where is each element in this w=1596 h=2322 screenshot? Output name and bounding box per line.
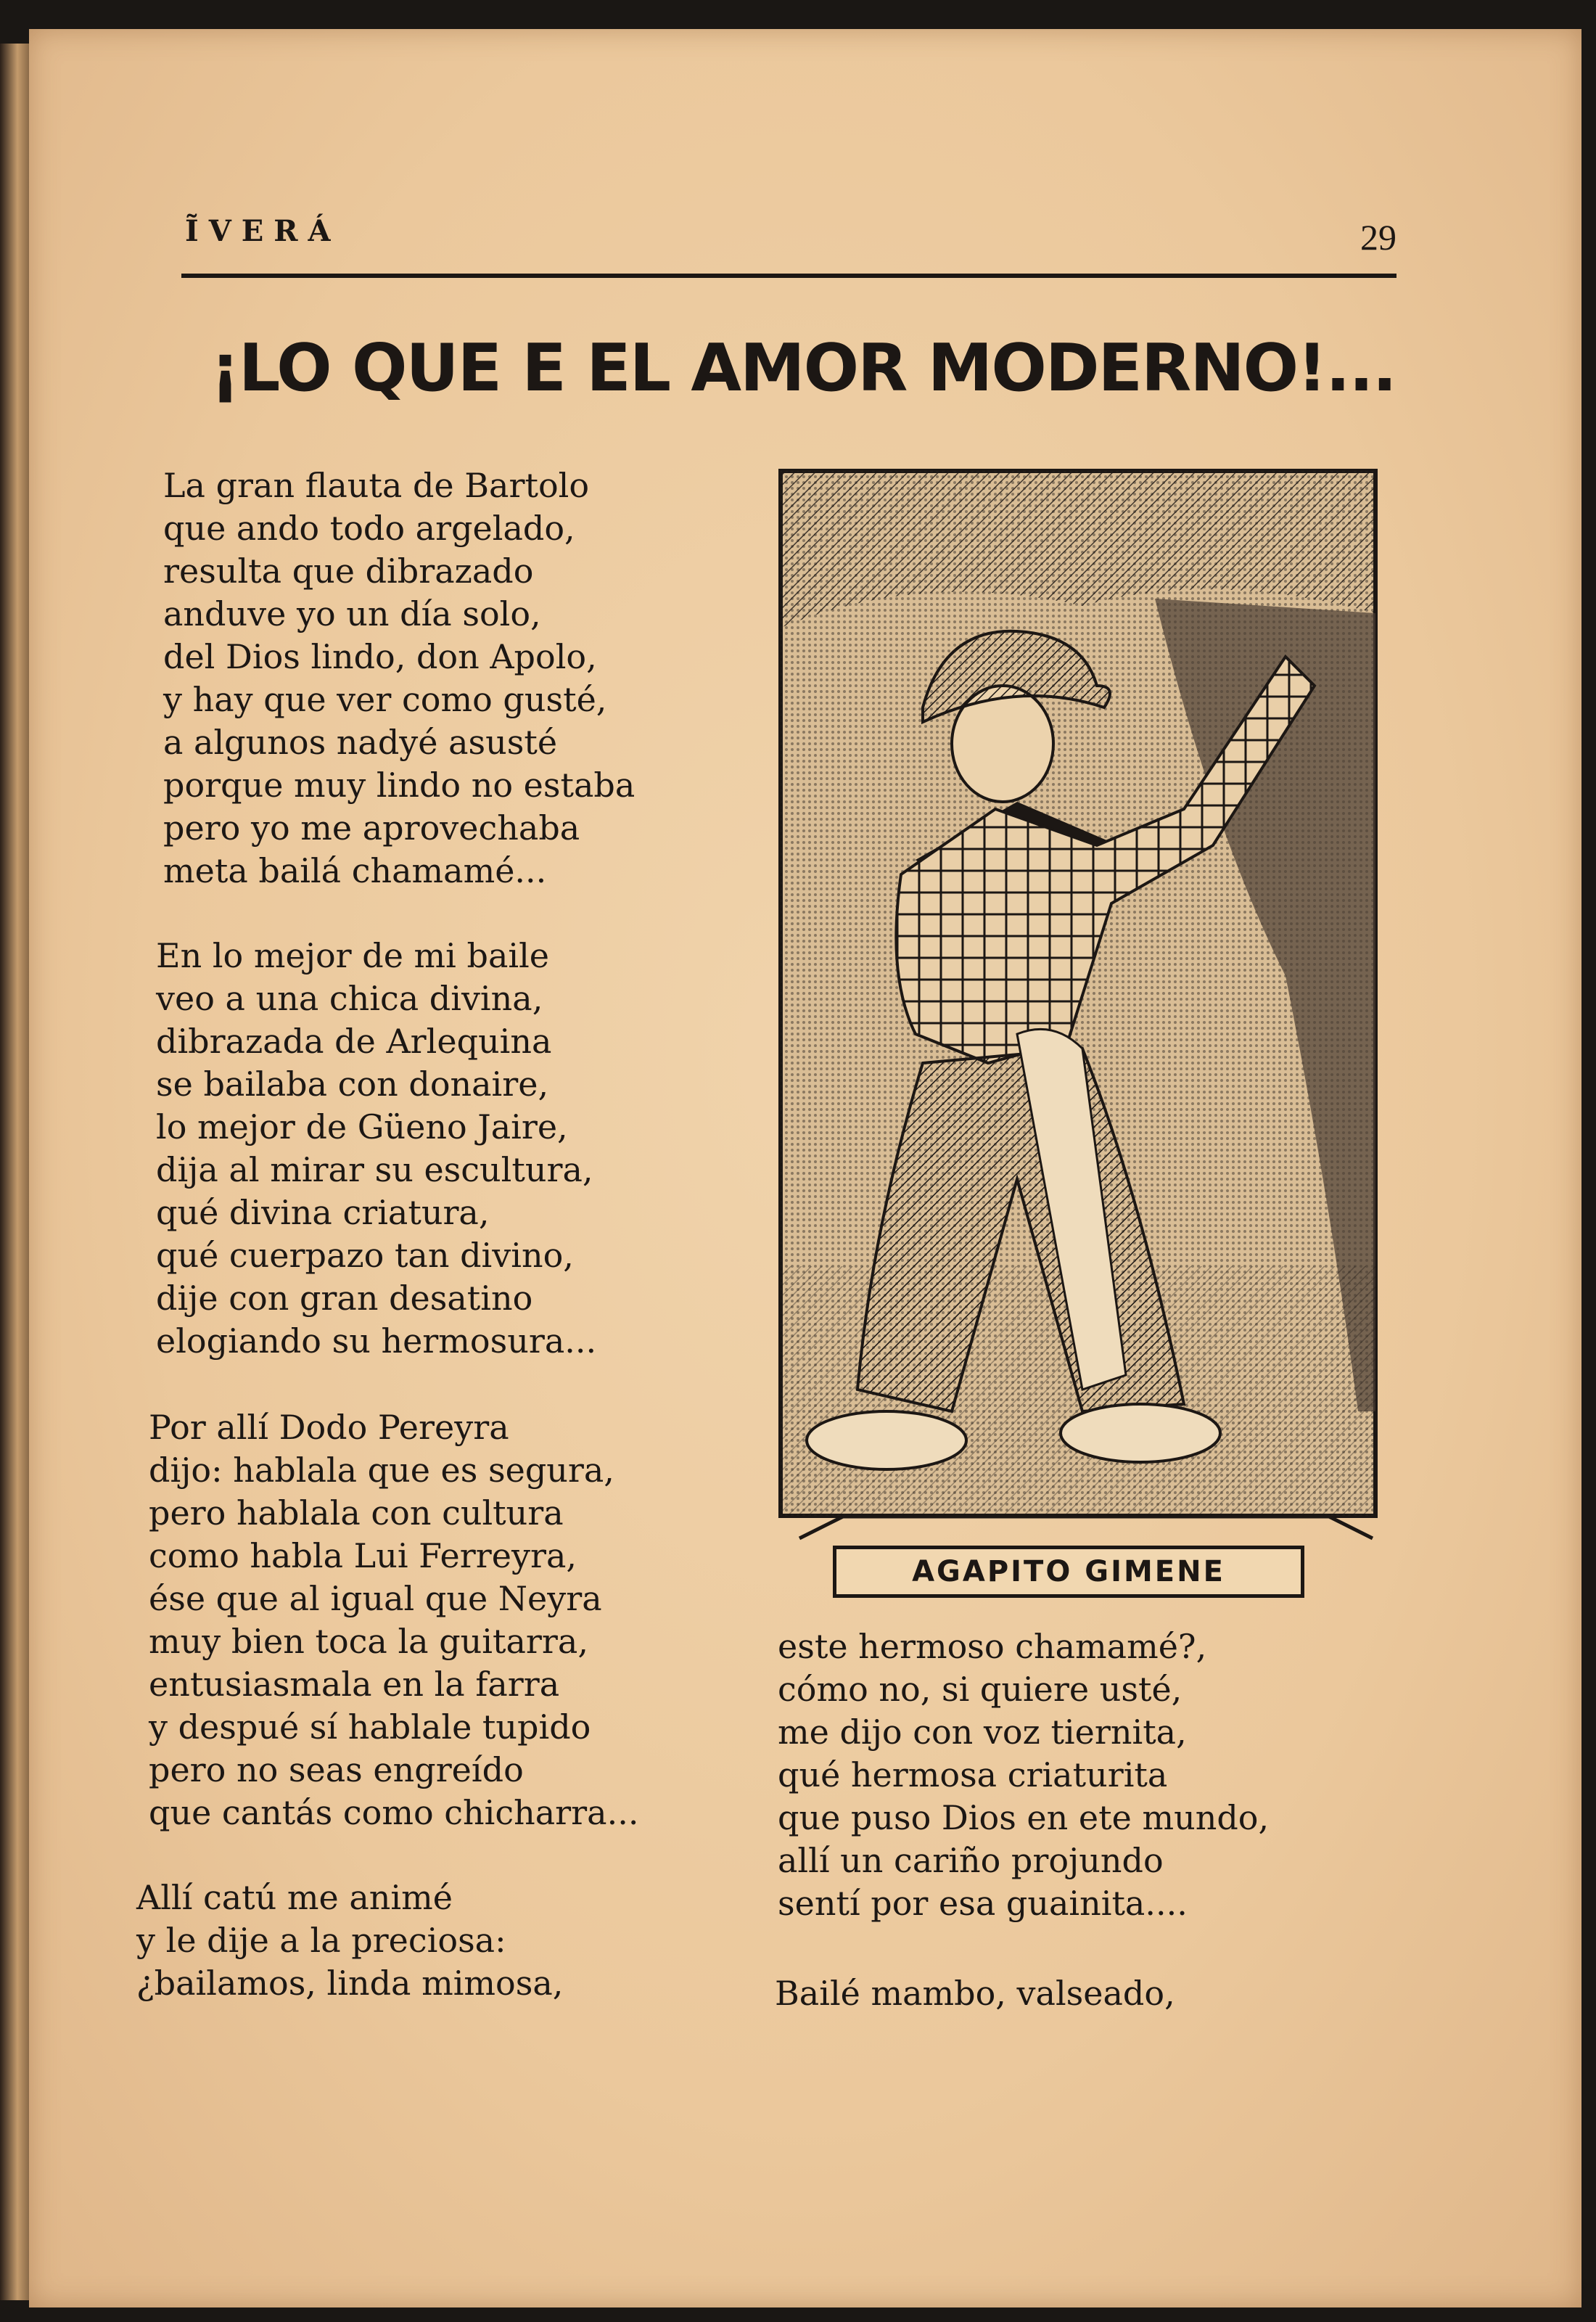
verse-line: y hay que ver como gusté, xyxy=(163,680,607,719)
banner-ribbon-ends xyxy=(799,1517,1373,1538)
previous-page-edge xyxy=(0,44,29,2300)
left-shoe xyxy=(807,1411,966,1469)
verse-line: que cantás como chicharra... xyxy=(149,1793,639,1832)
verse-line: y despué sí hablale tupido xyxy=(149,1707,591,1747)
running-title: ĨVERÁ xyxy=(185,214,341,248)
verse-line: que ando todo argelado, xyxy=(163,509,575,548)
verse-line: dibrazada de Arlequina xyxy=(156,1022,552,1061)
verse-line: En lo mejor de mi baile xyxy=(156,936,550,975)
stanza-4-continued xyxy=(778,1625,1269,1925)
verse-line: anduve yo un día solo, xyxy=(163,594,541,633)
verse-line: La gran flauta de Bartolo xyxy=(163,466,590,505)
verse-line: porque muy lindo no estaba xyxy=(163,766,635,805)
verse-line: entusiasmala en la farra xyxy=(149,1665,560,1704)
verse-line: qué divina criatura, xyxy=(156,1193,490,1232)
verse-line: dija al mirar su escultura, xyxy=(156,1150,593,1189)
verse-line: dije con gran desatino xyxy=(156,1279,533,1318)
stanza-4 xyxy=(136,1876,563,2005)
verse-line: pero yo me aprovechaba xyxy=(163,808,580,848)
verse-line: meta bailá chamamé... xyxy=(163,851,547,890)
stanza-5 xyxy=(775,1972,1175,2015)
page-number: 29 xyxy=(1360,217,1396,258)
verse-line: que puso Dios en ete mundo, xyxy=(778,1798,1270,1837)
stanza-1 xyxy=(163,464,635,893)
verse-line: este hermoso chamamé?, xyxy=(778,1627,1207,1666)
verse-line: qué hermosa criaturita xyxy=(778,1755,1168,1794)
verse-line: lo mejor de Güeno Jaire, xyxy=(156,1107,568,1146)
poem-title: ¡LO QUE E EL AMOR MODERNO!... xyxy=(210,330,1396,406)
verse-line: Allí catú me animé xyxy=(136,1878,453,1917)
verse-line: como habla Lui Ferreyra, xyxy=(149,1536,577,1575)
verse-line: pero no seas engreído xyxy=(149,1750,524,1789)
verse-line: ése que al igual que Neyra xyxy=(149,1579,602,1618)
verse-line: Bailé mambo, valseado, xyxy=(775,1974,1175,2013)
verse-line: a algunos nadyé asusté xyxy=(163,723,558,762)
verse-line: cómo no, si quiere usté, xyxy=(778,1670,1182,1709)
verse-line: me dijo con voz tiernita, xyxy=(778,1712,1187,1752)
right-shoe xyxy=(1061,1404,1220,1462)
verse-line: dijo: hablala que es segura, xyxy=(149,1451,614,1490)
verse-line: del Dios lindo, don Apolo, xyxy=(163,637,597,676)
illustration-young-man xyxy=(778,468,1378,1553)
verse-line: qué cuerpazo tan divino, xyxy=(156,1236,574,1275)
verse-line: allí un cariño projundo xyxy=(778,1841,1164,1880)
header-rule xyxy=(181,274,1396,278)
verse-line: se bailaba con donaire, xyxy=(156,1064,549,1104)
verse-line: muy bien toca la guitarra, xyxy=(149,1622,588,1661)
verse-line: sentí por esa guainita.... xyxy=(778,1884,1188,1923)
verse-line: y le dije a la preciosa: xyxy=(136,1921,506,1960)
verse-line: veo a una chica divina, xyxy=(156,979,543,1018)
verse-line: Por allí Dodo Pereyra xyxy=(149,1408,509,1447)
illustration-caption: AGAPITO GIMENE xyxy=(833,1546,1304,1598)
stanza-2 xyxy=(156,935,596,1363)
verse-line: pero hablala con cultura xyxy=(149,1493,564,1533)
stanza-3 xyxy=(149,1406,638,1834)
verse-line: resulta que dibrazado xyxy=(163,551,534,591)
verse-line: elogiando su hermosura... xyxy=(156,1321,597,1361)
verse-line: ¿bailamos, linda mimosa, xyxy=(136,1964,564,2003)
